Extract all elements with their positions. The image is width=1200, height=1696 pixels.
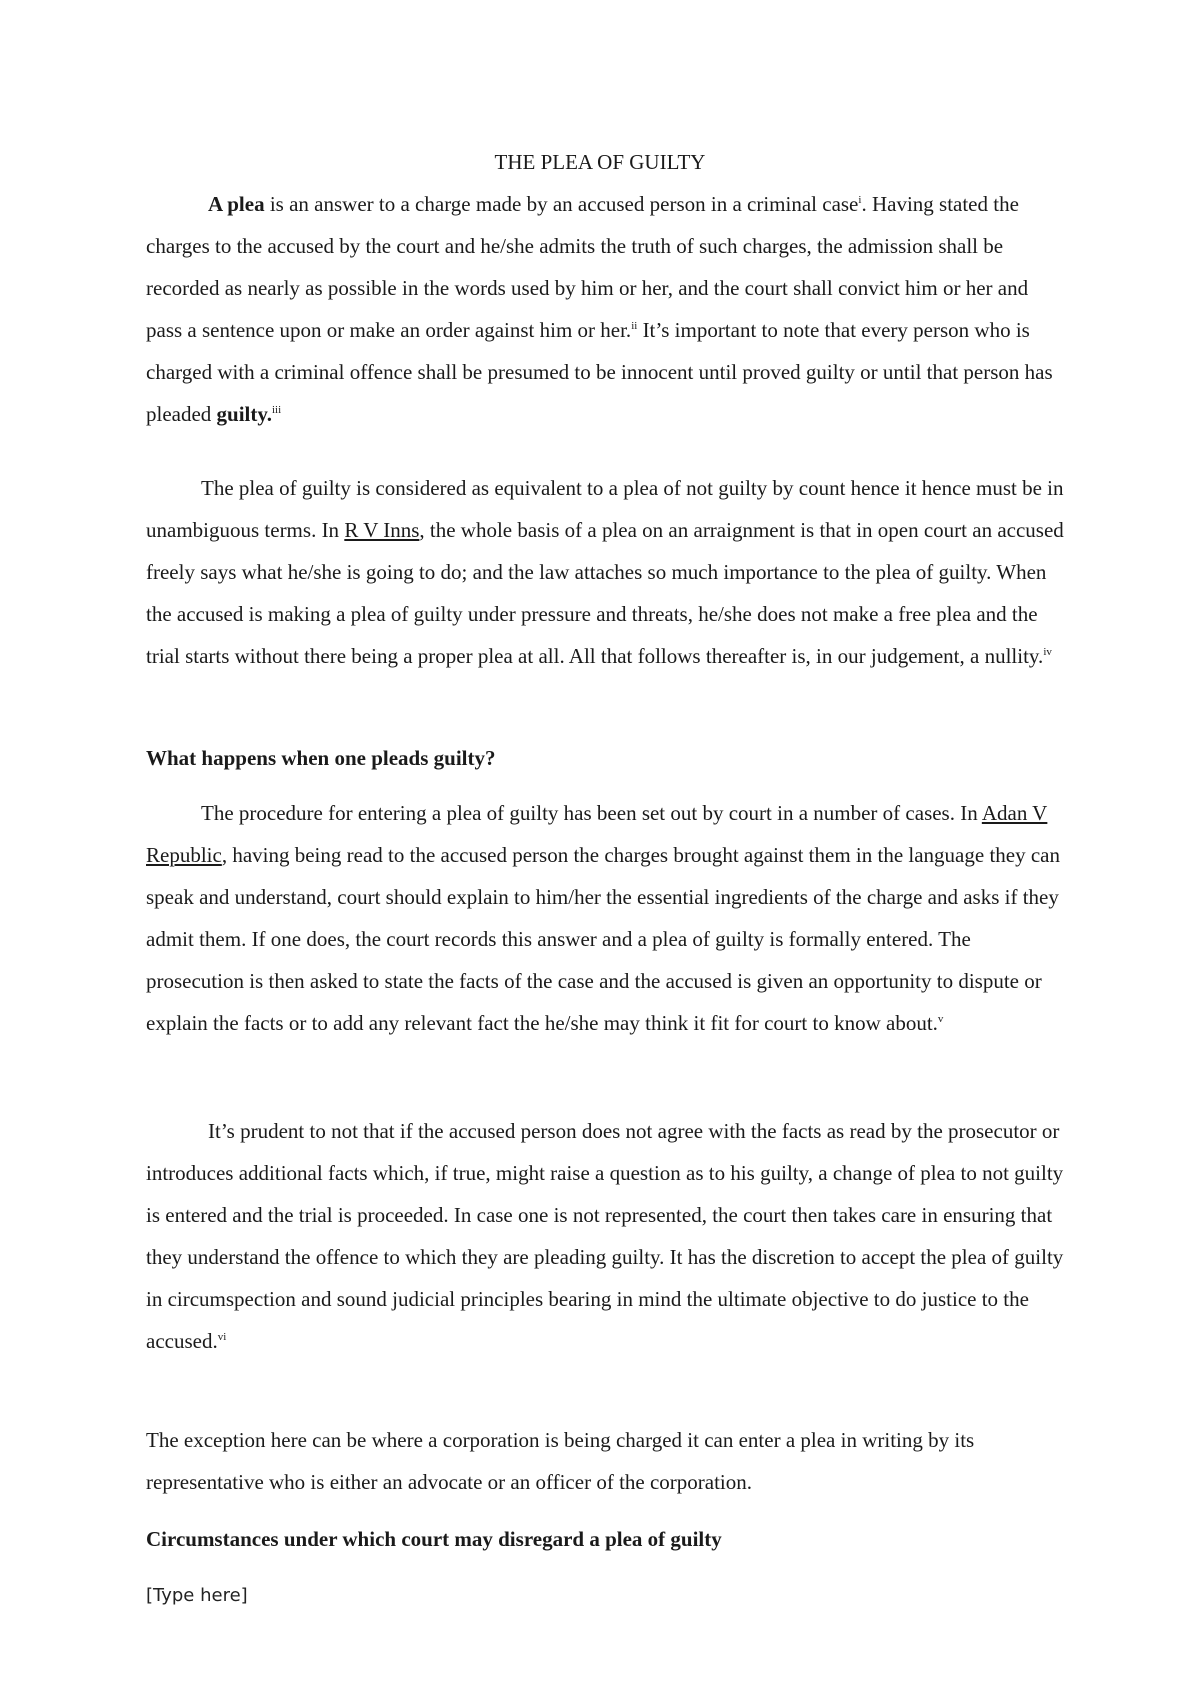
text-run: The plea of guilty is considered as equivalent to a plea of not guilty by count hence it hence must be in unambiguous terms. In [146,476,1064,542]
footnote-ref[interactable]: iii [271,404,282,416]
footnote-ref[interactable]: ii [631,320,638,332]
footer-placeholder[interactable]: [Type here] [146,1585,248,1606]
text-run: , having being read to the accused person the charges brought against them in the language they can speak and understand, court should explain to him/her the essential ingredients of the charge and asks if they admit them. If one does, the court records this answer and a plea of guilty is formally entered. The prosecution is then asked to state the facts of the case and the accused is given an opportunity to dispute or explain the facts or to add any relevant fact the he/she may think it fit for court to know about. [146,843,1060,1035]
paragraph-procedure [146,792,1066,1044]
text-run: , the whole basis of a plea on an arraignment is that in open court an accused freely says what he/she is going to do; and the law attaches so much importance to the plea of guilty. When the accused is making a plea of guilty under pressure and threats, he/she does not make a free plea and the trial starts without there being a proper plea at all. All that follows thereafter is, in our judgement, a nullity. [146,518,1064,668]
text-run: is an answer to a charge made by an accused person in a criminal case [264,192,859,216]
section-heading-disregard-plea: Circumstances under which court may disregard a plea of guilty [146,1527,722,1551]
footnote-ref[interactable]: v [937,1013,944,1025]
term-a-plea: A plea [208,192,265,216]
case-name-r-v-inns: R V Inns [344,518,420,542]
footnote-ref[interactable]: iv [1043,646,1052,658]
text-run: . Having stated the charges to the accused by the court and he/she admits the truth of such charges, the admission shall be recorded as nearly as possible in the words used by him or her, and the court shall convict him or her and pass a sentence upon or make an order against him or her. [146,192,1029,342]
term-guilty: guilty. [216,402,272,426]
paragraph-equivalence [146,467,1066,677]
section-heading-pleads-guilty: What happens when one pleads guilty? [146,746,496,770]
paragraph-definition [146,183,1066,435]
text-run: The procedure for entering a plea of guilty has been set out by court in a number of cases. In [201,801,982,825]
footnote-ref[interactable]: i [858,194,862,206]
text-run: It’s prudent to not that if the accused person does not agree with the facts as read by the prosecutor or introduces additional facts which, if true, might raise a question as to his guilty, a change of plea to not guilty is entered and the trial is proceeded. In case one is not represented, the court then takes care in ensuring that they understand the offence to which they are pleading guilty. It has the discretion to accept the plea of guilty in circumspection and sound judicial principles bearing in mind the ultimate objective to do justice to the accused. [146,1119,1064,1353]
footnote-ref[interactable]: vi [217,1331,227,1343]
paragraph-corporation-exception: The exception here can be where a corporation is being charged it can enter a plea in writing by its representative who is either an advocate or an officer of the corporation. [146,1428,975,1494]
document-title: THE PLEA OF GUILTY [494,150,706,174]
paragraph-change-of-plea [146,1110,1066,1362]
text-run: It’s important to note that every person who is charged with a criminal offence shall be presumed to be innocent until proved guilty or until that person has pleaded [146,318,1053,426]
case-name-adan-v-republic: Adan V Republic [146,801,1048,867]
